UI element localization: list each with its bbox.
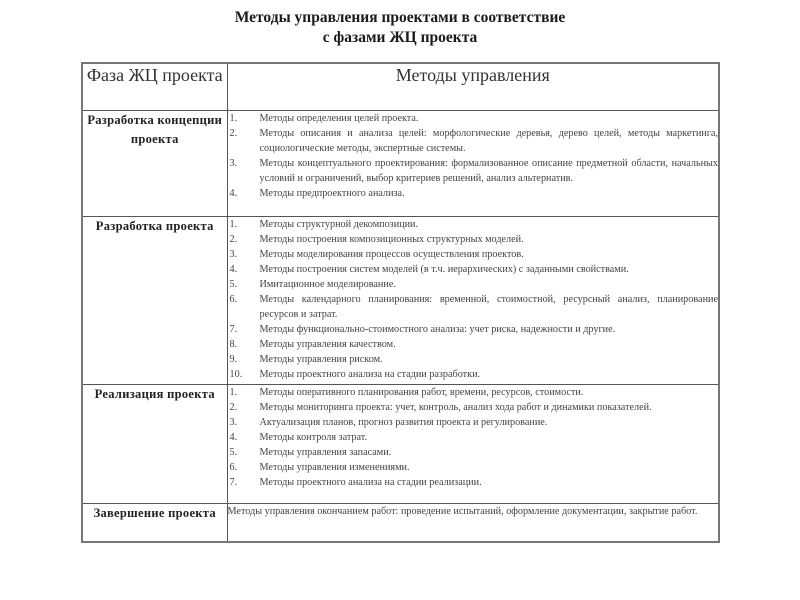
method-number: 1. bbox=[229, 387, 238, 398]
header-methods: Методы управления bbox=[227, 63, 719, 111]
methods-list bbox=[228, 111, 719, 201]
method-text: Актуализация планов, прогноз развития проекта и регулирование. bbox=[259, 417, 548, 428]
methods-list bbox=[228, 385, 719, 490]
title-line-1: Методы управления проектами в соответствие bbox=[234, 9, 566, 26]
method-text: Методы структурной декомпозиции. bbox=[259, 219, 419, 230]
method-number: 1. bbox=[229, 113, 238, 124]
method-number: 7. bbox=[229, 477, 238, 488]
page-title bbox=[0, 8, 800, 48]
method-item bbox=[228, 217, 719, 232]
method-item bbox=[228, 352, 719, 367]
method-text: Имитационное моделирование. bbox=[259, 279, 396, 290]
method-number: 6. bbox=[229, 462, 238, 473]
phase-cell: Разработка концепции проекта bbox=[82, 111, 227, 217]
method-item bbox=[228, 262, 719, 277]
method-item bbox=[228, 186, 719, 201]
method-item bbox=[228, 415, 719, 430]
method-text: Методы календарного планирования: временной, стоимостной, ресурсный анализ, планирование ресурсов и затрат. bbox=[259, 294, 718, 320]
table-header-row bbox=[82, 63, 719, 111]
method-number: 4. bbox=[229, 432, 238, 443]
method-text: Методы предпроектного анализа. bbox=[259, 188, 405, 199]
method-number: 5. bbox=[229, 279, 238, 290]
method-text: Методы моделирования процессов осуществления проектов. bbox=[259, 249, 524, 260]
phase-cell: Разработка проекта bbox=[82, 217, 227, 385]
method-item bbox=[228, 460, 719, 475]
method-item bbox=[228, 385, 719, 400]
method-item bbox=[228, 232, 719, 247]
method-text: Методы определения целей проекта. bbox=[259, 113, 419, 124]
table-row bbox=[82, 385, 719, 504]
method-number: 1. bbox=[229, 219, 238, 230]
methods-table bbox=[81, 62, 720, 543]
method-number: 5. bbox=[229, 447, 238, 458]
table-row bbox=[82, 217, 719, 385]
methods-cell bbox=[227, 217, 719, 385]
method-number: 7. bbox=[229, 324, 238, 335]
method-text: Методы мониторинга проекта: учет, контроль, анализ хода работ и динамики показателей. bbox=[259, 402, 652, 413]
method-item bbox=[228, 445, 719, 460]
method-number: 2. bbox=[229, 128, 238, 139]
method-number: 3. bbox=[229, 417, 238, 428]
method-text: Методы построения систем моделей (в т.ч. иерархических) с заданными свойствами. bbox=[259, 264, 629, 275]
method-number: 9. bbox=[229, 354, 238, 365]
methods-cell bbox=[227, 385, 719, 504]
method-text: Методы функционально-стоимостного анализа: учет риска, надежности и другие. bbox=[259, 324, 616, 335]
methods-cell bbox=[227, 111, 719, 217]
method-item bbox=[228, 126, 719, 156]
method-text: Методы управления качеством. bbox=[259, 339, 396, 350]
method-text: Методы управления запасами. bbox=[259, 447, 392, 458]
methods-list bbox=[228, 217, 719, 382]
method-item bbox=[228, 400, 719, 415]
method-number: 2. bbox=[229, 234, 238, 245]
method-item bbox=[228, 430, 719, 445]
method-item bbox=[228, 111, 719, 126]
method-item bbox=[228, 337, 719, 352]
method-text: Методы проектного анализа на стадии реализации. bbox=[259, 477, 482, 488]
method-text: Методы концептуального проектирования: формализованное описание предметной области, начальных условий и ограничений, выбор критериев решений, анализ альтернатив. bbox=[259, 158, 718, 184]
method-item bbox=[228, 367, 719, 382]
method-text: Методы оперативного планирования работ, времени, ресурсов, стоимости. bbox=[259, 387, 584, 398]
method-number: 2. bbox=[229, 402, 238, 413]
method-text: Методы описания и анализа целей: морфологические деревья, дерево целей, методы маркетинга, социологические методы, экспертные системы. bbox=[259, 128, 718, 154]
method-item bbox=[228, 156, 719, 186]
method-text: Методы построения композиционных структурных моделей. bbox=[259, 234, 524, 245]
method-text: Методы контроля затрат. bbox=[259, 432, 368, 443]
method-number: 4. bbox=[229, 188, 238, 199]
header-phase: Фаза ЖЦ проекта bbox=[82, 63, 227, 111]
method-item bbox=[228, 475, 719, 490]
method-text: Методы проектного анализа на стадии разработки. bbox=[259, 369, 481, 380]
method-item bbox=[228, 322, 719, 337]
methods-cell: Методы управления окончанием работ: проведение испытаний, оформление документации, закрытие работ. bbox=[227, 504, 719, 543]
method-number: 4. bbox=[229, 264, 238, 275]
method-text: Методы управления изменениями. bbox=[259, 462, 410, 473]
title-line-2: с фазами ЖЦ проекта bbox=[322, 29, 478, 46]
table-row bbox=[82, 111, 719, 217]
phase-cell: Реализация проекта bbox=[82, 385, 227, 504]
phase-cell: Завершение проекта bbox=[82, 504, 227, 543]
method-item bbox=[228, 247, 719, 262]
method-item bbox=[228, 292, 719, 322]
method-number: 3. bbox=[229, 158, 238, 169]
method-number: 8. bbox=[229, 339, 238, 350]
method-item bbox=[228, 277, 719, 292]
method-number: 3. bbox=[229, 249, 238, 260]
table-row bbox=[82, 504, 719, 543]
method-number: 6. bbox=[229, 294, 238, 305]
method-number: 10. bbox=[229, 369, 243, 380]
method-text: Методы управления риском. bbox=[259, 354, 383, 365]
